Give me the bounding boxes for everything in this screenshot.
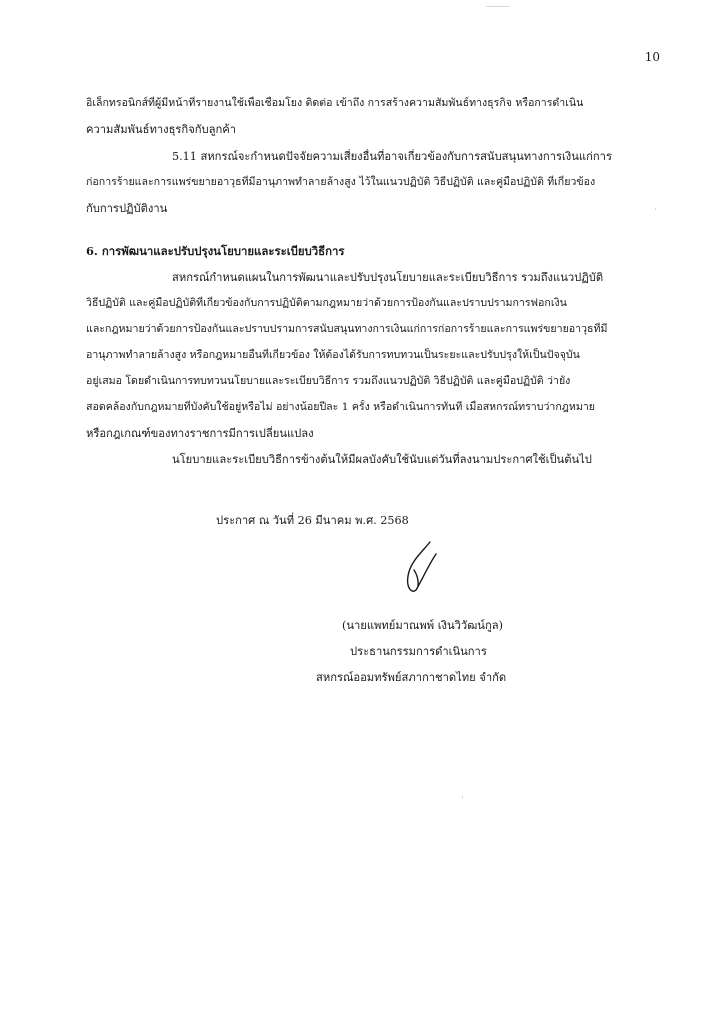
section-body-line: หรือกฎเกณฑ์ของทางราชการมีการเปลี่ยนแปลง	[86, 427, 314, 440]
signatory-name: (นายแพทย์มาณพพ์ เงินวิวัฒน์กูล)	[342, 619, 503, 632]
announcement-date: ประกาศ ณ วันที่ 26 มีนาคม พ.ศ. 2568	[216, 514, 409, 527]
item-5-11-line: 5.11 สหกรณ์จะกำหนดปัจจัยความเสี่ยงอื่นที่อาจเกี่ยวข้องกับการสนับสนุนทางการเงินแก่การ	[172, 150, 612, 163]
section-body-line: สอดคล้องกับกฎหมายที่บังคับใช้อยู่หรือไม่ อย่างน้อยปีละ 1 ครั้ง หรือดำเนินการทันที เมื่อสหกรณ์ทราบว่ากฎหมาย	[86, 401, 595, 413]
section-body-line: อยู่เสมอ โดยดำเนินการทบทวนนโยบายและระเบียบวิธีการ รวมถึงแนวปฏิบัติ วิธีปฏิบัติ และคู่มือปฏิบัติ ว่ายัง	[86, 375, 571, 387]
section-body-line: วิธีปฏิบัติ และคู่มือปฏิบัติที่เกี่ยวข้องกับการปฏิบัติตามกฎหมายว่าด้วยการป้องกันและปราบปรามการฟอกเงิน	[86, 297, 567, 309]
signatory-organization: สหกรณ์ออมทรัพย์สภากาชาดไทย จำกัด	[316, 671, 507, 684]
signatory-position: ประธานกรรมการดำเนินการ	[350, 645, 487, 658]
item-5-11-line: กับการปฏิบัติงาน	[86, 202, 168, 215]
paragraph-line: อิเล็กทรอนิกส์ที่ผู้มีหน้าที่รายงานใช้เพื่อเชื่อมโยง ติดต่อ เข้าถึง การสร้างความสัมพันธ์ทางธุรกิจ หรือการดำเนิน	[86, 97, 584, 109]
paragraph-line: ความสัมพันธ์ทางธุรกิจกับลูกค้า	[86, 123, 237, 136]
item-5-11-line: ก่อการร้ายและการแพร่ขยายอาวุธที่มีอานุภาพทำลายล้างสูง ไว้ในแนวปฏิบัติ วิธีปฏิบัติ และคู่มือปฏิบัติ ที่เกี่ยวข้อง	[86, 176, 596, 188]
signature-mark	[392, 536, 452, 606]
scan-artifact	[462, 796, 463, 799]
effective-clause: นโยบายและระเบียบวิธีการข้างต้นให้มีผลบังคับใช้นับแต่วันที่ลงนามประกาศใช้เป็นต้นไป	[172, 453, 592, 466]
section-heading: 6. การพัฒนาและปรับปรุงนโยบายและระเบียบวิธีการ	[86, 244, 345, 258]
section-body-line: และกฎหมายว่าด้วยการป้องกันและปราบปรามการสนับสนุนทางการเงินแก่การก่อการร้ายและการแพร่ขยายอาวุธที่มี	[86, 323, 608, 335]
scan-artifact	[486, 6, 510, 7]
page-number: 10	[644, 50, 660, 64]
section-body-line: สหกรณ์กำหนดแผนในการพัฒนาและปรับปรุงนโยบายและระเบียบวิธีการ รวมถึงแนวปฏิบัติ	[172, 271, 604, 284]
section-body-line: อานุภาพทำลายล้างสูง หรือกฎหมายอื่นที่เกี่ยวข้อง ให้ต้องได้รับการทบทวนเป็นระยะและปรับปรุงให้เป็นปัจจุบัน	[86, 349, 580, 361]
